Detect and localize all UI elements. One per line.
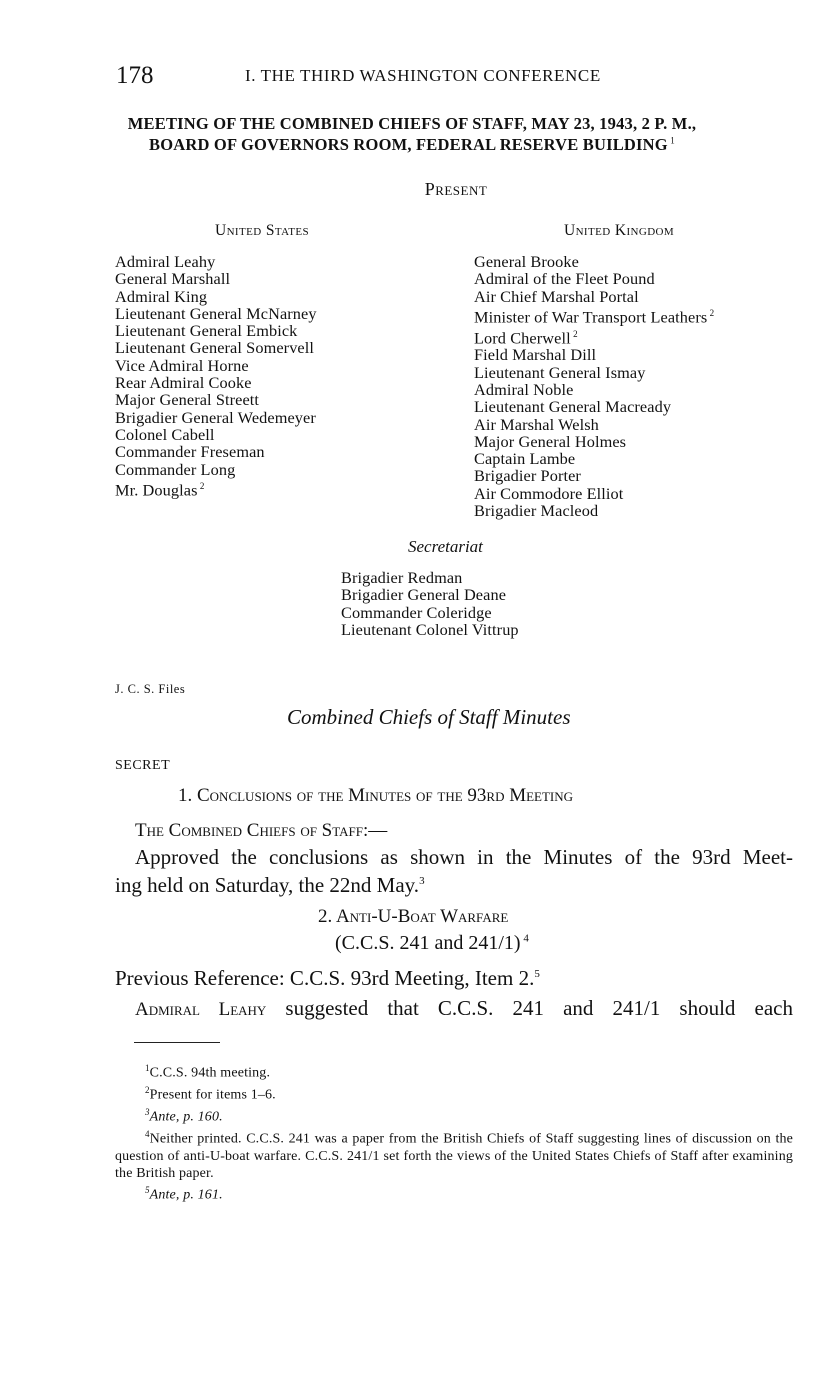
footnote-ref-2[interactable]: 2: [199, 480, 205, 491]
present-heading: Present: [424, 179, 488, 199]
speaker-name: Admiral Leahy: [135, 999, 267, 1020]
list-item: Air Chief Marshal Portal: [474, 286, 639, 306]
list-item: Colonel Cabell: [115, 424, 215, 444]
list-item: Mr. Douglas $^2$: [115, 480, 205, 500]
list-item: Brigadier Macleod: [474, 501, 599, 520]
footnote-divider: [134, 1042, 220, 1043]
list-item: Brigadier Redman: [341, 568, 463, 587]
meeting-title-line-1: MEETING OF THE COMBINED CHIEFS OF STAFF, MAY 23, 1943, 2 P. M.,: [127, 114, 697, 133]
section-1-text-line-1: Approved the conclusions as shown in the Minutes of the 93rd Meet-: [135, 845, 793, 869]
list-item: Commander Long: [115, 459, 236, 479]
list-item: Brigadier General Deane: [341, 585, 507, 605]
minutes-title: Combined Chiefs of Staff Minutes: [287, 705, 571, 729]
footnote-ref-3[interactable]: 3: [419, 875, 425, 887]
list-item: Air Commodore Elliot: [474, 483, 624, 503]
footnote: $^2$Present for items 1–6.: [145, 1084, 276, 1103]
footnote-ref-1[interactable]: 1: [670, 135, 675, 146]
classification: SECRET: [115, 758, 171, 773]
list-item: Lieutenant General Ismay: [474, 362, 646, 382]
list-item: Major General Streett: [115, 390, 260, 410]
list-item: Air Marshal Welsh: [474, 414, 599, 434]
footnote-ref-2[interactable]: 2: [573, 328, 578, 339]
section-1-text-line-2: ing held on Saturday, the 22nd May.$^3$: [115, 873, 425, 897]
list-item: Field Marshal Dill: [474, 345, 597, 365]
section-1-heading: 1. Conclusions of the Minutes of the 93rd Meeting: [178, 785, 574, 806]
secretariat-heading: Secretariat: [408, 537, 483, 556]
secretariat-list: [341, 569, 519, 638]
list-item: Brigadier Porter: [474, 466, 581, 486]
list-item: Lord Cherwell $^2$: [474, 328, 578, 348]
footnote-ref-4[interactable]: 4: [523, 932, 529, 945]
footnote: $^3$Ante, p. 160.: [145, 1106, 223, 1125]
list-item: Admiral Leahy: [115, 252, 216, 271]
list-item: Commander Freseman: [115, 442, 265, 462]
us-column-heading: United States: [215, 222, 309, 239]
previous-reference: Previous Reference: C.C.S. 93rd Meeting, Item 2.$^5$: [115, 966, 540, 990]
uk-members-list: [474, 253, 714, 519]
page-number: 178: [116, 62, 154, 89]
footnote-ref-5[interactable]: 5: [534, 968, 540, 980]
list-item: Lieutenant General Somervell: [115, 338, 315, 358]
source-files: J. C. S. Files: [115, 682, 186, 696]
list-item: Brigadier General Wedemeyer: [115, 407, 316, 427]
list-item: Captain Lambe: [474, 449, 576, 469]
list-item: General Marshall: [115, 269, 231, 289]
list-item: Admiral of the Fleet Pound: [474, 269, 655, 289]
meeting-title-line-2: BOARD OF GOVERNORS ROOM, FEDERAL RESERVE BUILDING $^1$: [149, 135, 675, 154]
list-item: Lieutenant General Embick: [115, 321, 298, 341]
list-item: Commander Coleridge: [341, 602, 492, 622]
section-2-subheading: (C.C.S. 241 and 241/1) $^4$: [335, 932, 529, 954]
list-item: Admiral Noble: [474, 379, 574, 399]
list-item: Minister of War Transport Leathers $^2$: [474, 307, 715, 327]
footnote-ref-2[interactable]: 2: [709, 307, 715, 318]
footnotes: [115, 1060, 793, 1204]
uk-column-heading: United Kingdom: [564, 222, 675, 239]
footnote: $^1$C.C.S. 94th meeting.: [145, 1063, 271, 1081]
section-1-lead: The Combined Chiefs of Staff:—: [135, 820, 388, 841]
running-head: I. THE THIRD WASHINGTON CONFERENCE: [245, 66, 601, 85]
list-item: Lieutenant General Macready: [474, 397, 672, 417]
list-item: Rear Admiral Cooke: [115, 373, 252, 393]
list-item: General Brooke: [474, 252, 579, 271]
section-2-paragraph: Admiral Leahy suggested that C.C.S. 241 and 241/1 should each: [135, 996, 793, 1020]
list-item: Vice Admiral Horne: [115, 355, 249, 375]
section-2-heading: 2. Anti-U-Boat Warfare: [318, 906, 509, 927]
footnote: $^5$Ante, p. 161.: [145, 1185, 223, 1204]
list-item: Admiral King: [115, 286, 208, 306]
us-members-list: [115, 253, 317, 499]
list-item: Major General Holmes: [474, 431, 627, 451]
footnote: $^4$Neither printed. C.C.S. 241 was a paper from the British Chiefs of Staff suggesting lines of discussion on the question of anti-U-boat warfare. C.C.S. 241/1 set forth the views of the United States Chiefs of Staff after examining the British paper.: [115, 1128, 793, 1182]
list-item: Lieutenant General McNarney: [115, 303, 317, 323]
list-item: Lieutenant Colonel Vittrup: [341, 619, 519, 639]
